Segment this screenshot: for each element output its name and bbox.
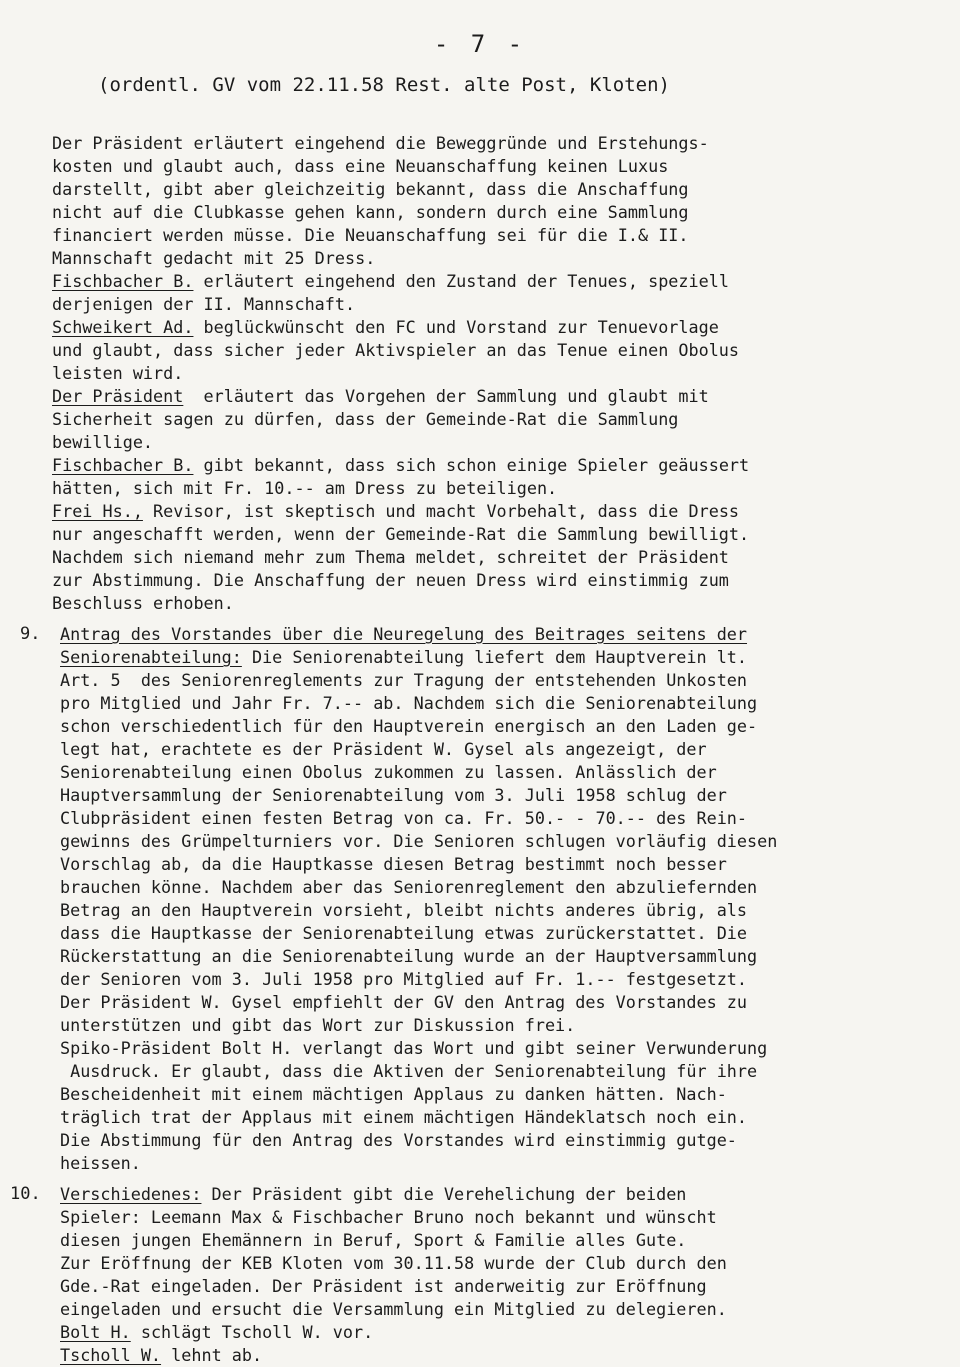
paragraph-dress-purchase bbox=[52, 132, 942, 270]
text-line: Der Präsident erläutert eingehend die Beweggründe und Erstehungs- bbox=[52, 133, 709, 153]
text-line bbox=[60, 853, 942, 876]
text-line bbox=[52, 408, 942, 431]
speaker-name: Verschiedenes: bbox=[60, 1184, 202, 1204]
text-line bbox=[52, 500, 942, 523]
text-line bbox=[60, 1037, 942, 1060]
text-line bbox=[52, 431, 942, 454]
text-line bbox=[60, 623, 942, 646]
text-line bbox=[52, 270, 942, 293]
line-text: erläutert eingehend den Zustand der Tenues, speziell bbox=[193, 271, 729, 291]
paragraph-discussion bbox=[52, 270, 942, 615]
text-line bbox=[60, 991, 942, 1014]
text-line: kosten und glaubt auch, dass eine Neuanschaffung keinen Luxus bbox=[52, 156, 669, 176]
text-line bbox=[60, 945, 942, 968]
speaker-name: Der Präsident bbox=[52, 386, 184, 406]
text-line: darstellt, gibt aber gleichzeitig bekannt, dass die Anschaffung bbox=[52, 179, 689, 199]
text-line bbox=[60, 1229, 942, 1252]
line-text: träglich trat der Applaus mit einem mächtigen Händeklatsch noch ein. bbox=[60, 1107, 748, 1127]
text-line bbox=[60, 1129, 942, 1152]
text-line bbox=[60, 922, 942, 945]
text-line bbox=[60, 1183, 942, 1206]
text-line bbox=[52, 362, 942, 385]
line-text: nur angeschafft werden, wenn der Gemeinde-Rat die Sammlung bewilligt. bbox=[52, 524, 750, 544]
speaker-name: Frei Hs., bbox=[52, 501, 143, 521]
speaker-name: Schweikert Ad. bbox=[52, 317, 194, 337]
line-text: Rückerstattung an die Seniorenabteilung wurde an der Hauptversammlung bbox=[60, 946, 758, 966]
text-line bbox=[60, 669, 942, 692]
text-line bbox=[52, 546, 942, 569]
text-line bbox=[60, 692, 942, 715]
agenda-item-number: 10. bbox=[10, 1184, 41, 1204]
text-line bbox=[60, 830, 942, 853]
line-text: unterstützen und gibt das Wort zur Diskussion frei. bbox=[60, 1015, 576, 1035]
line-text: Vorschlag ab, da die Hauptkasse diesen Betrag bestimmt noch besser bbox=[60, 854, 727, 874]
text-line bbox=[60, 761, 942, 784]
text-line bbox=[52, 454, 942, 477]
agenda-item-9 bbox=[20, 623, 942, 1175]
text-line bbox=[52, 477, 942, 500]
text-line: nicht auf die Clubkasse gehen kann, sondern durch eine Sammlung bbox=[52, 202, 689, 222]
text-line bbox=[60, 646, 942, 669]
line-text: Nachdem sich niemand mehr zum Thema meldet, schreitet der Präsident bbox=[52, 547, 729, 567]
line-text: dass die Hauptkasse der Seniorenabteilung etwas zurückerstattet. Die bbox=[60, 923, 748, 943]
line-text: zur Abstimmung. Die Anschaffung der neuen Dress wird einstimmig zum bbox=[52, 570, 729, 590]
line-text: pro Mitglied und Jahr Fr. 7.-- ab. Nachdem sich die Seniorenabteilung bbox=[60, 693, 758, 713]
text-line bbox=[60, 899, 942, 922]
line-text: eingeladen und ersucht die Versammlung ein Mitglied zu delegieren. bbox=[60, 1299, 727, 1319]
text-line bbox=[60, 715, 942, 738]
line-text: Art. 5 des Seniorenreglements zur Tragung der entstehenden Unkosten bbox=[60, 670, 748, 690]
page-number: - 7 - bbox=[433, 30, 527, 58]
line-text: leisten wird. bbox=[52, 363, 184, 383]
text-line bbox=[60, 1275, 942, 1298]
meeting-reference: (ordentl. GV vom 22.11.58 Rest. alte Post, Kloten) bbox=[98, 74, 670, 96]
text-line bbox=[60, 1014, 942, 1037]
text-line bbox=[60, 784, 942, 807]
line-text: Der Präsident W. Gysel empfiehlt der GV den Antrag des Vorstandes zu bbox=[60, 992, 748, 1012]
speaker-name: Tscholl W. bbox=[60, 1345, 162, 1365]
text-line: financiert werden müsse. Die Neuanschaffung sei für die I.& II. bbox=[52, 225, 689, 245]
line-text: Seniorenabteilung einen Obolus zukommen zu lassen. Anlässlich der bbox=[60, 762, 717, 782]
text-line: Mannschaft gedacht mit 25 Dress. bbox=[52, 248, 376, 268]
text-line bbox=[60, 1060, 942, 1083]
line-text: erläutert das Vorgehen der Sammlung und glaubt mit bbox=[183, 386, 709, 406]
speaker-name: Antrag des Vorstandes über die Neuregelung des Beitrages seitens der bbox=[60, 624, 748, 644]
text-line bbox=[52, 569, 942, 592]
text-line bbox=[52, 523, 942, 546]
line-text: Hauptversammlung der Seniorenabteilung vom 3. Juli 1958 schlug der bbox=[60, 785, 727, 805]
line-text: schon verschiedentlich für den Hauptverein energisch an den Laden ge- bbox=[60, 716, 758, 736]
text-line bbox=[60, 876, 942, 899]
text-line bbox=[52, 339, 942, 362]
line-text: lehnt ab. bbox=[161, 1345, 263, 1365]
line-text: heissen. bbox=[60, 1153, 141, 1173]
text-line bbox=[60, 738, 942, 761]
line-text: hätten, sich mit Fr. 10.-- am Dress zu beteiligen. bbox=[52, 478, 558, 498]
speaker-name: Fischbacher B. bbox=[52, 271, 194, 291]
line-text: Ausdruck. Er glaubt, dass die Aktiven der Seniorenabteilung für ihre bbox=[60, 1061, 758, 1081]
text-line bbox=[60, 1321, 942, 1344]
line-text: beglückwünscht den FC und Vorstand zur Tenuevorlage bbox=[193, 317, 719, 337]
line-text: Betrag an den Hauptverein vorsieht, bleibt nichts anderes übrig, als bbox=[60, 900, 748, 920]
line-text: Der Präsident gibt die Verehelichung der beiden bbox=[201, 1184, 687, 1204]
speaker-name: Seniorenabteilung: bbox=[60, 647, 242, 667]
line-text: und glaubt, dass sicher jeder Aktivspieler an das Tenue einen Obolus bbox=[52, 340, 740, 360]
line-text: Die Abstimmung für den Antrag des Vorstandes wird einstimmig gutge- bbox=[60, 1130, 737, 1150]
text-line bbox=[60, 968, 942, 991]
line-text: gibt bekannt, dass sich schon einige Spieler geäussert bbox=[193, 455, 750, 475]
agenda-item-number: 9. bbox=[20, 624, 41, 644]
speaker-name: Fischbacher B. bbox=[52, 455, 194, 475]
line-text: diesen jungen Ehemännern in Beruf, Sport & Familie alles Gute. bbox=[60, 1230, 687, 1250]
text-line bbox=[60, 1206, 942, 1229]
text-line bbox=[60, 807, 942, 830]
text-line bbox=[52, 385, 942, 408]
minutes-body bbox=[10, 132, 942, 1367]
text-line bbox=[60, 1106, 942, 1129]
text-line bbox=[52, 316, 942, 339]
line-text: Bescheidenheit mit einem mächtigen Applaus zu danken hätten. Nach- bbox=[60, 1084, 727, 1104]
line-text: Spieler: Leemann Max & Fischbacher Bruno noch bekannt und wünscht bbox=[60, 1207, 717, 1227]
line-text: Sicherheit sagen zu dürfen, dass der Gemeinde-Rat die Sammlung bbox=[52, 409, 679, 429]
line-text: legt hat, erachtete es der Präsident W. Gysel als angezeigt, der bbox=[60, 739, 707, 759]
line-text: Spiko-Präsident Bolt H. verlangt das Wort und gibt seiner Verwunderung bbox=[60, 1038, 768, 1058]
line-text: schlägt Tscholl W. vor. bbox=[130, 1322, 374, 1342]
text-line bbox=[60, 1152, 942, 1175]
text-line bbox=[52, 592, 942, 615]
line-text: brauchen könne. Nachdem aber das Seniorenreglement den abzuliefernden bbox=[60, 877, 758, 897]
line-text: der Senioren vom 3. Juli 1958 pro Mitglied auf Fr. 1.-- festgesetzt. bbox=[60, 969, 748, 989]
text-line bbox=[60, 1344, 942, 1367]
text-line bbox=[60, 1252, 942, 1275]
text-line bbox=[52, 293, 942, 316]
line-text: bewillige. bbox=[52, 432, 154, 452]
line-text: Gde.-Rat eingeladen. Der Präsident ist anderweitig zur Eröffnung bbox=[60, 1276, 707, 1296]
line-text: Clubpräsident einen festen Betrag von ca. Fr. 50.- - 70.-- des Rein- bbox=[60, 808, 748, 828]
line-text: Zur Eröffnung der KEB Kloten vom 30.11.58 wurde der Club durch den bbox=[60, 1253, 727, 1273]
line-text: Die Seniorenabteilung liefert dem Hauptverein lt. bbox=[241, 647, 748, 667]
line-text: derjenigen der II. Mannschaft. bbox=[52, 294, 356, 314]
line-text: Revisor, ist skeptisch und macht Vorbehalt, dass die Dress bbox=[142, 501, 740, 521]
line-text: Beschluss erhoben. bbox=[52, 593, 234, 613]
speaker-name: Bolt H. bbox=[60, 1322, 131, 1342]
line-text: gewinns des Grümpelturniers vor. Die Senioren schlugen vorläufig diesen bbox=[60, 831, 778, 851]
text-line bbox=[60, 1083, 942, 1106]
agenda-item-10 bbox=[10, 1183, 942, 1367]
